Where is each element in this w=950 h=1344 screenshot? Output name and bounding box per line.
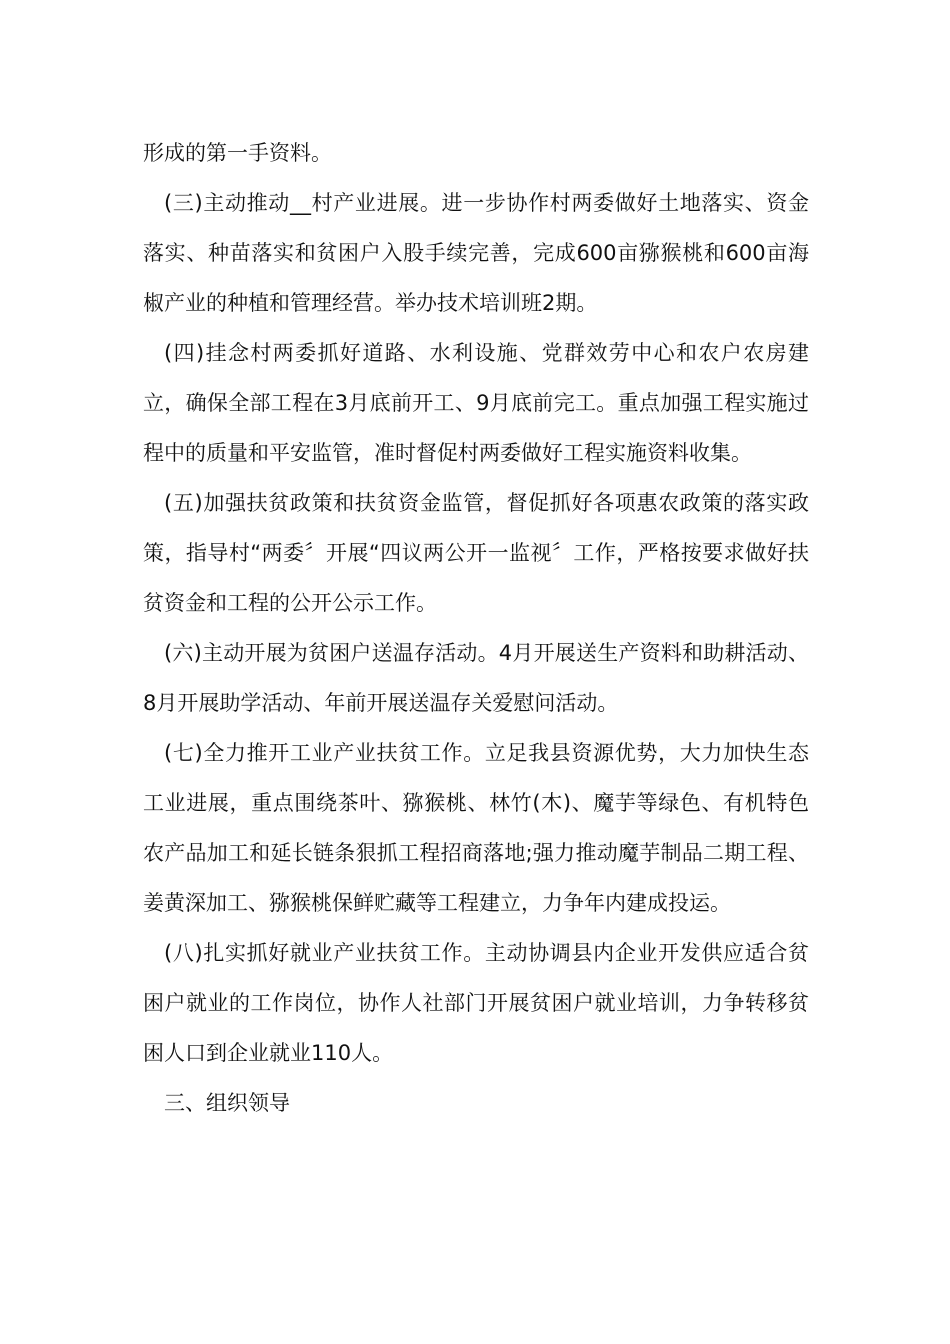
paragraph-item-3: (三)主动推动__村产业进展。进一步协作村两委做好土地落实、资金落实、种苗落实和贫困户入股手续完善，完成600亩猕猴桃和600亩海椒产业的种植和管理经营。举办技术培训班2期。 <box>143 191 809 315</box>
paragraph-item-5: (五)加强扶贫政策和扶贫资金监管，督促抓好各项惠农政策的落实政策，指导村“两委〞开展“四议两公开一监视〞工作，严格按要求做好扶贫资金和工程的公开公示工作。 <box>143 491 809 615</box>
document-body <box>143 128 809 1128</box>
paragraph-item-6: (六)主动开展为贫困户送温存活动。4月开展送生产资料和助耕活动、8月开展助学活动、年前开展送温存关爱慰问活动。 <box>143 641 809 715</box>
paragraph-item-7: (七)全力推开工业产业扶贫工作。立足我县资源优势，大力加快生态工业进展，重点围绕茶叶、猕猴桃、林竹(木)、魔芋等绿色、有机特色农产品加工和延长链条狠抓工程招商落地;强力推动魔芋制品二期工程、姜黄深加工、猕猴桃保鲜贮藏等工程建立，力争年内建成投运。 <box>143 741 809 915</box>
paragraph-continuation: 形成的第一手资料。 <box>143 141 332 165</box>
paragraph-item-4: (四)挂念村两委抓好道路、水利设施、党群效劳中心和农户农房建立，确保全部工程在3月底前开工、9月底前完工。重点加强工程实施过程中的质量和平安监管，准时督促村两委做好工程实施资料收集。 <box>143 341 809 465</box>
paragraph-item-8: (八)扎实抓好就业产业扶贫工作。主动协调县内企业开发供应适合贫困户就业的工作岗位，协作人社部门开展贫困户就业培训，力争转移贫困人口到企业就业110人。 <box>143 941 809 1065</box>
section-heading-organization: 三、组织领导 <box>164 1091 290 1115</box>
